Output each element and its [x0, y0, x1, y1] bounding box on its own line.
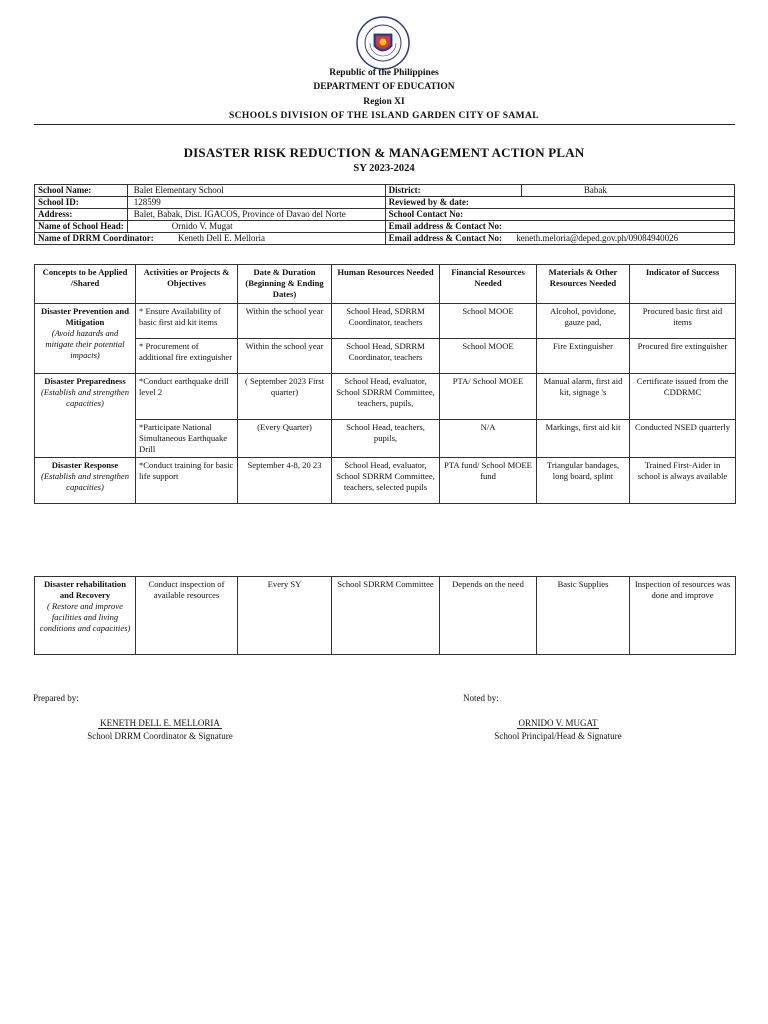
noted-by-title: School Principal/Head & Signature [494, 731, 622, 741]
concept-subtitle: ( Restore and improve facilities and living conditions and capacities) [39, 601, 131, 633]
deped-seal-logo [356, 16, 410, 70]
info-row [35, 221, 735, 233]
activity-cell: * Ensure Availability of basic first aid kit items [136, 304, 238, 339]
activity-cell: *Conduct training for basic life support [136, 458, 238, 504]
col-header-financial: Financial Resources Needed [440, 265, 537, 304]
department-line: DEPARTMENT OF EDUCATION [313, 82, 455, 92]
prepared-by-block [70, 718, 250, 729]
address-value: Balet, Babak, Dist. IGACOS, Province of Davao del Norte [127, 209, 385, 221]
noted-by-block [468, 718, 648, 729]
col-header-date: Date & Duration (Beginning & Ending Dates) [238, 265, 332, 304]
indicator-cell: Procured fire extinguisher [630, 339, 736, 374]
indicator-cell: Inspection of resources was done and improve [630, 577, 736, 655]
school-id-label: School ID: [35, 197, 128, 209]
division-line: SCHOOLS DIVISION OF THE ISLAND GARDEN CITY OF SAMAL [228, 111, 540, 121]
financial-cell: School MOOE [440, 339, 537, 374]
financial-cell: Depends on the need [440, 577, 537, 655]
financial-cell: PTA fund/ School MOEE fund [440, 458, 537, 504]
info-row [35, 185, 735, 197]
human-cell: School Head, evaluator, School SDRRM Committee, teachers, selected pupils [332, 458, 440, 504]
concept-subtitle: (Avoid hazards and mitigate their potential impacts) [45, 328, 125, 360]
human-cell: School Head, teachers, pupils, [332, 420, 440, 458]
table-row [35, 420, 736, 458]
concept-subtitle: (Establish and strengthen capacities) [40, 471, 129, 492]
school-id-value: 128599 [127, 197, 385, 209]
indicator-cell: Conducted NSED quarterly [630, 420, 736, 458]
col-header-human: Human Resources Needed [332, 265, 440, 304]
address-label: Address: [35, 209, 128, 221]
concept-name: Disaster Prevention and Mitigation [40, 306, 129, 327]
school-year: SY 2023-2024 [353, 163, 415, 174]
indicator-cell: Procured basic first aid items [630, 304, 736, 339]
materials-cell: Manual alarm, first aid kit, signage 's [537, 374, 630, 420]
coordinator-label: Name of DRRM Coordinator: [38, 233, 154, 243]
date-cell: Within the school year [238, 304, 332, 339]
school-info-table [34, 184, 735, 245]
prepared-by-title: School DRRM Coordinator & Signature [87, 731, 233, 741]
col-header-materials: Materials & Other Resources Needed [537, 265, 630, 304]
email-label-head: Email address & Contact No: [385, 221, 734, 233]
email-label-coordinator: Email address & Contact No: [388, 233, 502, 243]
info-row [35, 209, 735, 221]
coordinator-email-cell [385, 233, 734, 245]
activity-cell: * Procurement of additional fire extinguisher [136, 339, 238, 374]
materials-cell: Triangular bandages, long board, splint [537, 458, 630, 504]
indicator-cell: Trained First-Aider in school is always available [630, 458, 736, 504]
activity-cell: *Participate National Simultaneous Earthquake Drill [136, 420, 238, 458]
col-header-activities: Activities or Projects & Objectives [136, 265, 238, 304]
school-head-value: Ornido V. Mugat [127, 221, 385, 233]
activity-cell: Conduct inspection of available resources [136, 577, 238, 655]
financial-cell: PTA/ School MOEE [440, 374, 537, 420]
header-divider [34, 124, 735, 125]
human-cell: School Head, SDRRM Coordinator, teachers [332, 304, 440, 339]
noted-by-name: ORNIDO V. MUGAT [518, 718, 598, 728]
plan-header-row [35, 265, 736, 304]
info-row [35, 197, 735, 209]
table-row [35, 577, 736, 655]
concept-name: Disaster Response [51, 460, 119, 470]
rehabilitation-table [34, 576, 736, 655]
concept-cell-preparedness [35, 374, 136, 458]
concept-subtitle: (Establish and strengthen capacities) [40, 387, 129, 408]
document-title: DISASTER RISK REDUCTION & MANAGEMENT ACTION PLAN [183, 145, 585, 160]
materials-cell: Alcohol, povidone, gauze pad, [537, 304, 630, 339]
human-cell: School SDRRM Committee [332, 577, 440, 655]
materials-cell: Markings, first aid kit [537, 420, 630, 458]
district-label: District: [385, 185, 521, 197]
col-header-concepts: Concepts to be Applied /Shared [35, 265, 136, 304]
date-cell: Every SY [238, 577, 332, 655]
noted-by-label: Noted by: [463, 693, 499, 703]
table-row [35, 304, 736, 339]
date-cell: ( September 2023 First quarter) [238, 374, 332, 420]
concept-cell-rehabilitation [35, 577, 136, 655]
financial-cell: School MOOE [440, 304, 537, 339]
coordinator-cell [35, 233, 386, 245]
date-cell: (Every Quarter) [238, 420, 332, 458]
prepared-by-name: KENETH DELL E. MELLORIA [100, 718, 220, 728]
concept-name: Disaster rehabilitation and Recovery [43, 579, 127, 600]
prepared-by-label: Prepared by: [33, 693, 79, 703]
concept-name: Disaster Preparedness [44, 376, 126, 386]
school-name-value: Balet Elementary School [127, 185, 385, 197]
activity-cell: *Conduct earthquake drill level 2 [136, 374, 238, 420]
indicator-cell: Certificate issued from the CDDRMC [630, 374, 736, 420]
info-row [35, 233, 735, 245]
republic-line: Republic of the Philippines [329, 68, 439, 78]
col-header-indicator: Indicator of Success [630, 265, 736, 304]
table-row [35, 339, 736, 374]
reviewed-label: Reviewed by & date: [385, 197, 734, 209]
materials-cell: Basic Supplies [537, 577, 630, 655]
school-name-label: School Name: [35, 185, 128, 197]
action-plan-table [34, 264, 736, 504]
contact-label: School Contact No: [385, 209, 734, 221]
region-line: Region XI [363, 97, 405, 107]
concept-cell-prevention [35, 304, 136, 374]
date-cell: Within the school year [238, 339, 332, 374]
human-cell: School Head, SDRRM Coordinator, teachers [332, 339, 440, 374]
coordinator-email-value: keneth.meloria@deped.gov.ph/09084940026 [516, 233, 679, 243]
table-row [35, 374, 736, 420]
district-value: Babak [521, 185, 734, 197]
date-cell: September 4-8, 20 23 [238, 458, 332, 504]
coordinator-value: Keneth Dell E. Melloria [177, 233, 265, 243]
school-head-label: Name of School Head: [35, 221, 128, 233]
financial-cell: N/A [440, 420, 537, 458]
table-row [35, 458, 736, 504]
human-cell: School Head, evaluator, School SDRRM Committee, teachers, pupils, [332, 374, 440, 420]
materials-cell: Fire Extinguisher [537, 339, 630, 374]
concept-cell-response [35, 458, 136, 504]
